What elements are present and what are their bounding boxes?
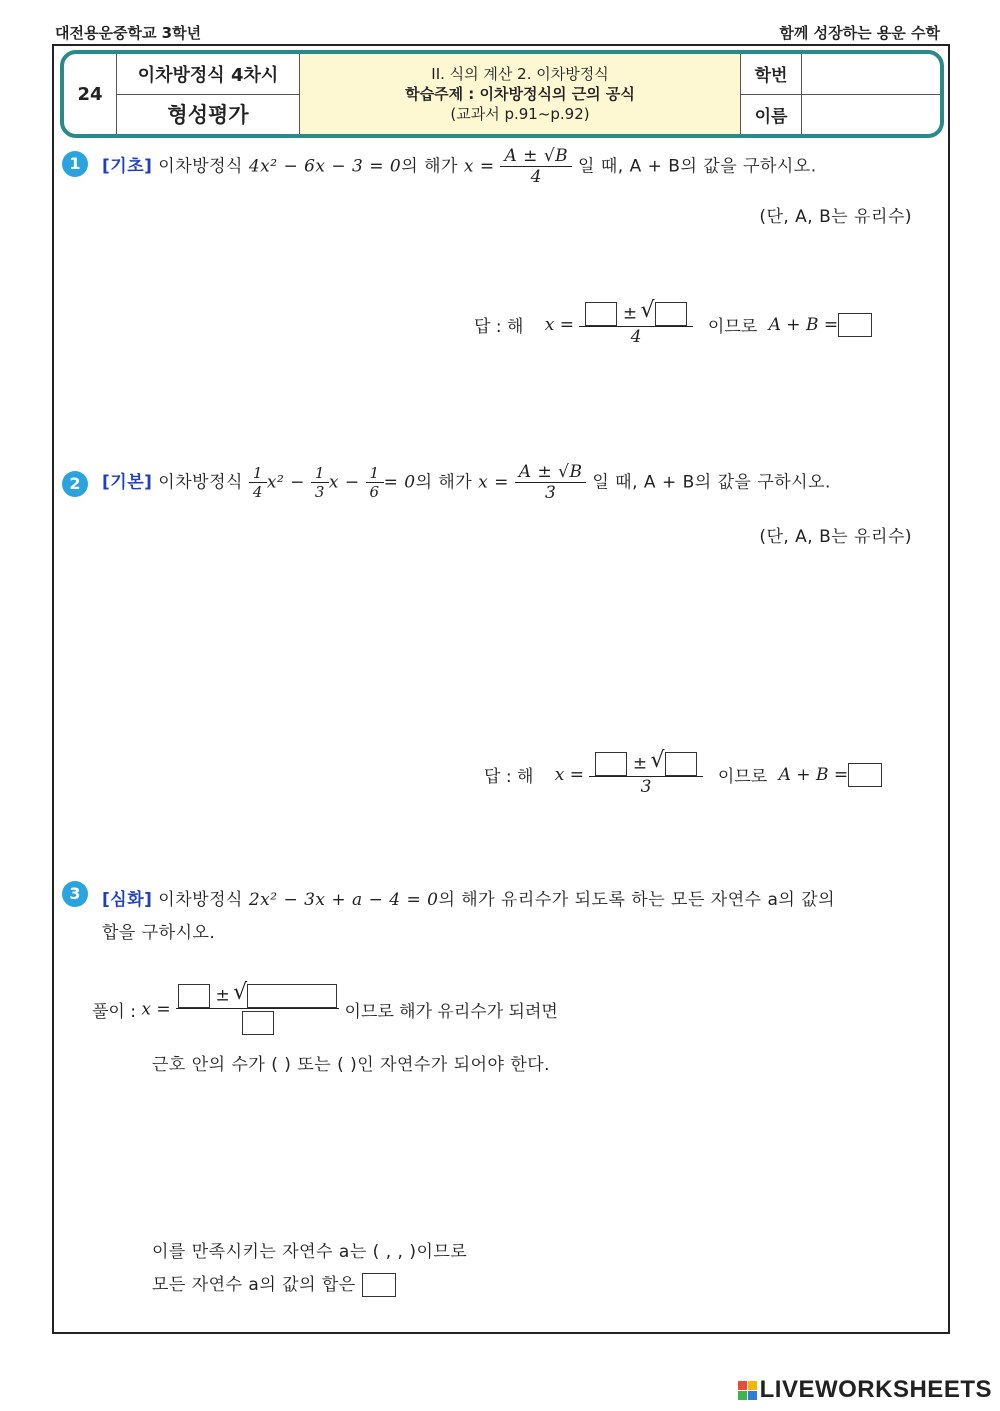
q2-answer-mid: 이므로: [717, 767, 768, 787]
q3-line2: 합을 구하시오.: [102, 923, 216, 943]
q1-note: (단, A, B는 유리수): [759, 207, 912, 227]
lesson-number: 24: [64, 54, 117, 134]
name-label: 이름: [741, 94, 802, 134]
q3-equation: 2x² − 3x + a − 4 = 0: [248, 890, 439, 910]
question-1-text: [102, 146, 817, 187]
q3-sum-text: 모든 자연수 a의 값의 합은: [152, 1275, 356, 1295]
header-table: [60, 50, 944, 138]
textbook-pages: (교과서 p.91~p.92): [450, 105, 590, 123]
q3-blank-sum[interactable]: [362, 1273, 396, 1297]
unit-title: 이차방정식 4차시: [117, 54, 300, 94]
q1-mid: 의 해가: [401, 156, 458, 177]
q2-note: (단, A, B는 유리수): [759, 527, 912, 547]
q1-answer: [474, 302, 872, 347]
assessment-title: 형성평가: [117, 94, 300, 134]
q3-solution: [92, 984, 558, 1035]
student-id-field[interactable]: [802, 54, 941, 94]
page-frame: [52, 44, 950, 1334]
q2-answer-fraction: $\frac{\pm √}{3}$: [589, 752, 702, 797]
q2-x: x =: [478, 472, 509, 493]
q3-sol-x: x =: [141, 999, 171, 1020]
q2-blank-rational[interactable]: [595, 752, 627, 776]
q1-pre: 이차방정식: [158, 156, 243, 177]
question-2-number: 2: [62, 471, 88, 497]
liveworksheets-logo: [738, 1376, 992, 1404]
question-1-number: 1: [62, 151, 88, 177]
q2-blank-sum[interactable]: [848, 763, 882, 787]
q1-fraction: $\frac{A \pm √B}{4}$: [500, 146, 572, 187]
q2-pre: 이차방정식: [158, 472, 243, 493]
q2-level-tag: [기본]: [102, 472, 153, 493]
q3-pre: 이차방정식: [158, 890, 243, 910]
q1-blank-root[interactable]: [655, 302, 687, 326]
q3-blank-denominator[interactable]: [242, 1011, 274, 1035]
q1-blank-rational[interactable]: [585, 302, 617, 326]
topic: 학습주제 : 이차방정식의 근의 공식: [405, 85, 635, 103]
topic-cell: [300, 54, 741, 134]
q2-answer-label: 답 : 해: [484, 767, 534, 787]
q3-sum: [152, 1270, 396, 1297]
q1-answer-sum: A + B =: [768, 314, 839, 335]
question-2-text: [기본] 이차방정식 $\frac{1}{4}$ x² − $\frac{1}{3}$ x − $\frac{1}{6}$ = 0의 해가 x = $\frac{A \pm √B}{3}$ 일 때, A + B의 값을 구하시오.: [102, 462, 831, 503]
q2-answer: [484, 752, 882, 797]
q2-blank-root[interactable]: [665, 752, 697, 776]
q1-answer-label: 답 : 해: [474, 317, 524, 337]
q1-answer-fraction: $\frac{\pm √}{4}$: [579, 302, 692, 347]
q3-level-tag: [심화]: [102, 890, 153, 910]
school-name: 대전용운중학교 3학년: [55, 24, 202, 42]
q1-answer-x: x =: [544, 314, 575, 335]
slogan: 함께 성장하는 용운 수학: [779, 24, 940, 42]
q3-sol-after: 이므로 해가 유리수가 되려면: [344, 1002, 558, 1022]
q1-level-tag: [기초]: [102, 156, 153, 177]
name-field[interactable]: [802, 94, 941, 134]
q3-sol-label: 풀이 :: [92, 1002, 136, 1022]
q1-blank-sum[interactable]: [838, 313, 872, 337]
q2-answer-sum: A + B =: [778, 764, 849, 785]
q2-fraction: $\frac{A \pm √B}{3}$: [515, 462, 587, 503]
q1-post: 일 때, A + B의 값을 구하시오.: [578, 156, 817, 177]
q3-post: 의 해가 유리수가 되도록 하는 모든 자연수 a의 값의: [438, 890, 836, 910]
logo-text: LIVEWORKSHEETS: [759, 1376, 992, 1403]
q3-sol-fraction: ± √: [176, 984, 339, 1035]
chapter: II. 식의 계산 2. 이차방정식: [431, 65, 609, 83]
q2-mid: 의 해가: [415, 472, 473, 493]
q2-post: 일 때, A + B의 값을 구하시오.: [592, 472, 831, 493]
q3-blank-rational[interactable]: [178, 984, 210, 1008]
q1-equation: 4x² − 6x − 3 = 0: [248, 156, 402, 177]
question-3-text: [102, 885, 835, 910]
q2-answer-x: x =: [554, 764, 585, 785]
student-id-label: 학번: [741, 54, 802, 94]
q3-condition: 근호 안의 수가 ( ) 또는 ( )인 자연수가 되어야 한다.: [152, 1055, 551, 1075]
q3-blank-discriminant[interactable]: [247, 984, 337, 1008]
q1-answer-mid: 이므로: [707, 317, 758, 337]
question-3-number: 3: [62, 881, 88, 907]
q1-x: x =: [463, 156, 495, 177]
logo-icon: [738, 1381, 757, 1400]
q3-satisfy: 이를 만족시키는 자연수 a는 ( , , )이므로: [152, 1242, 468, 1262]
